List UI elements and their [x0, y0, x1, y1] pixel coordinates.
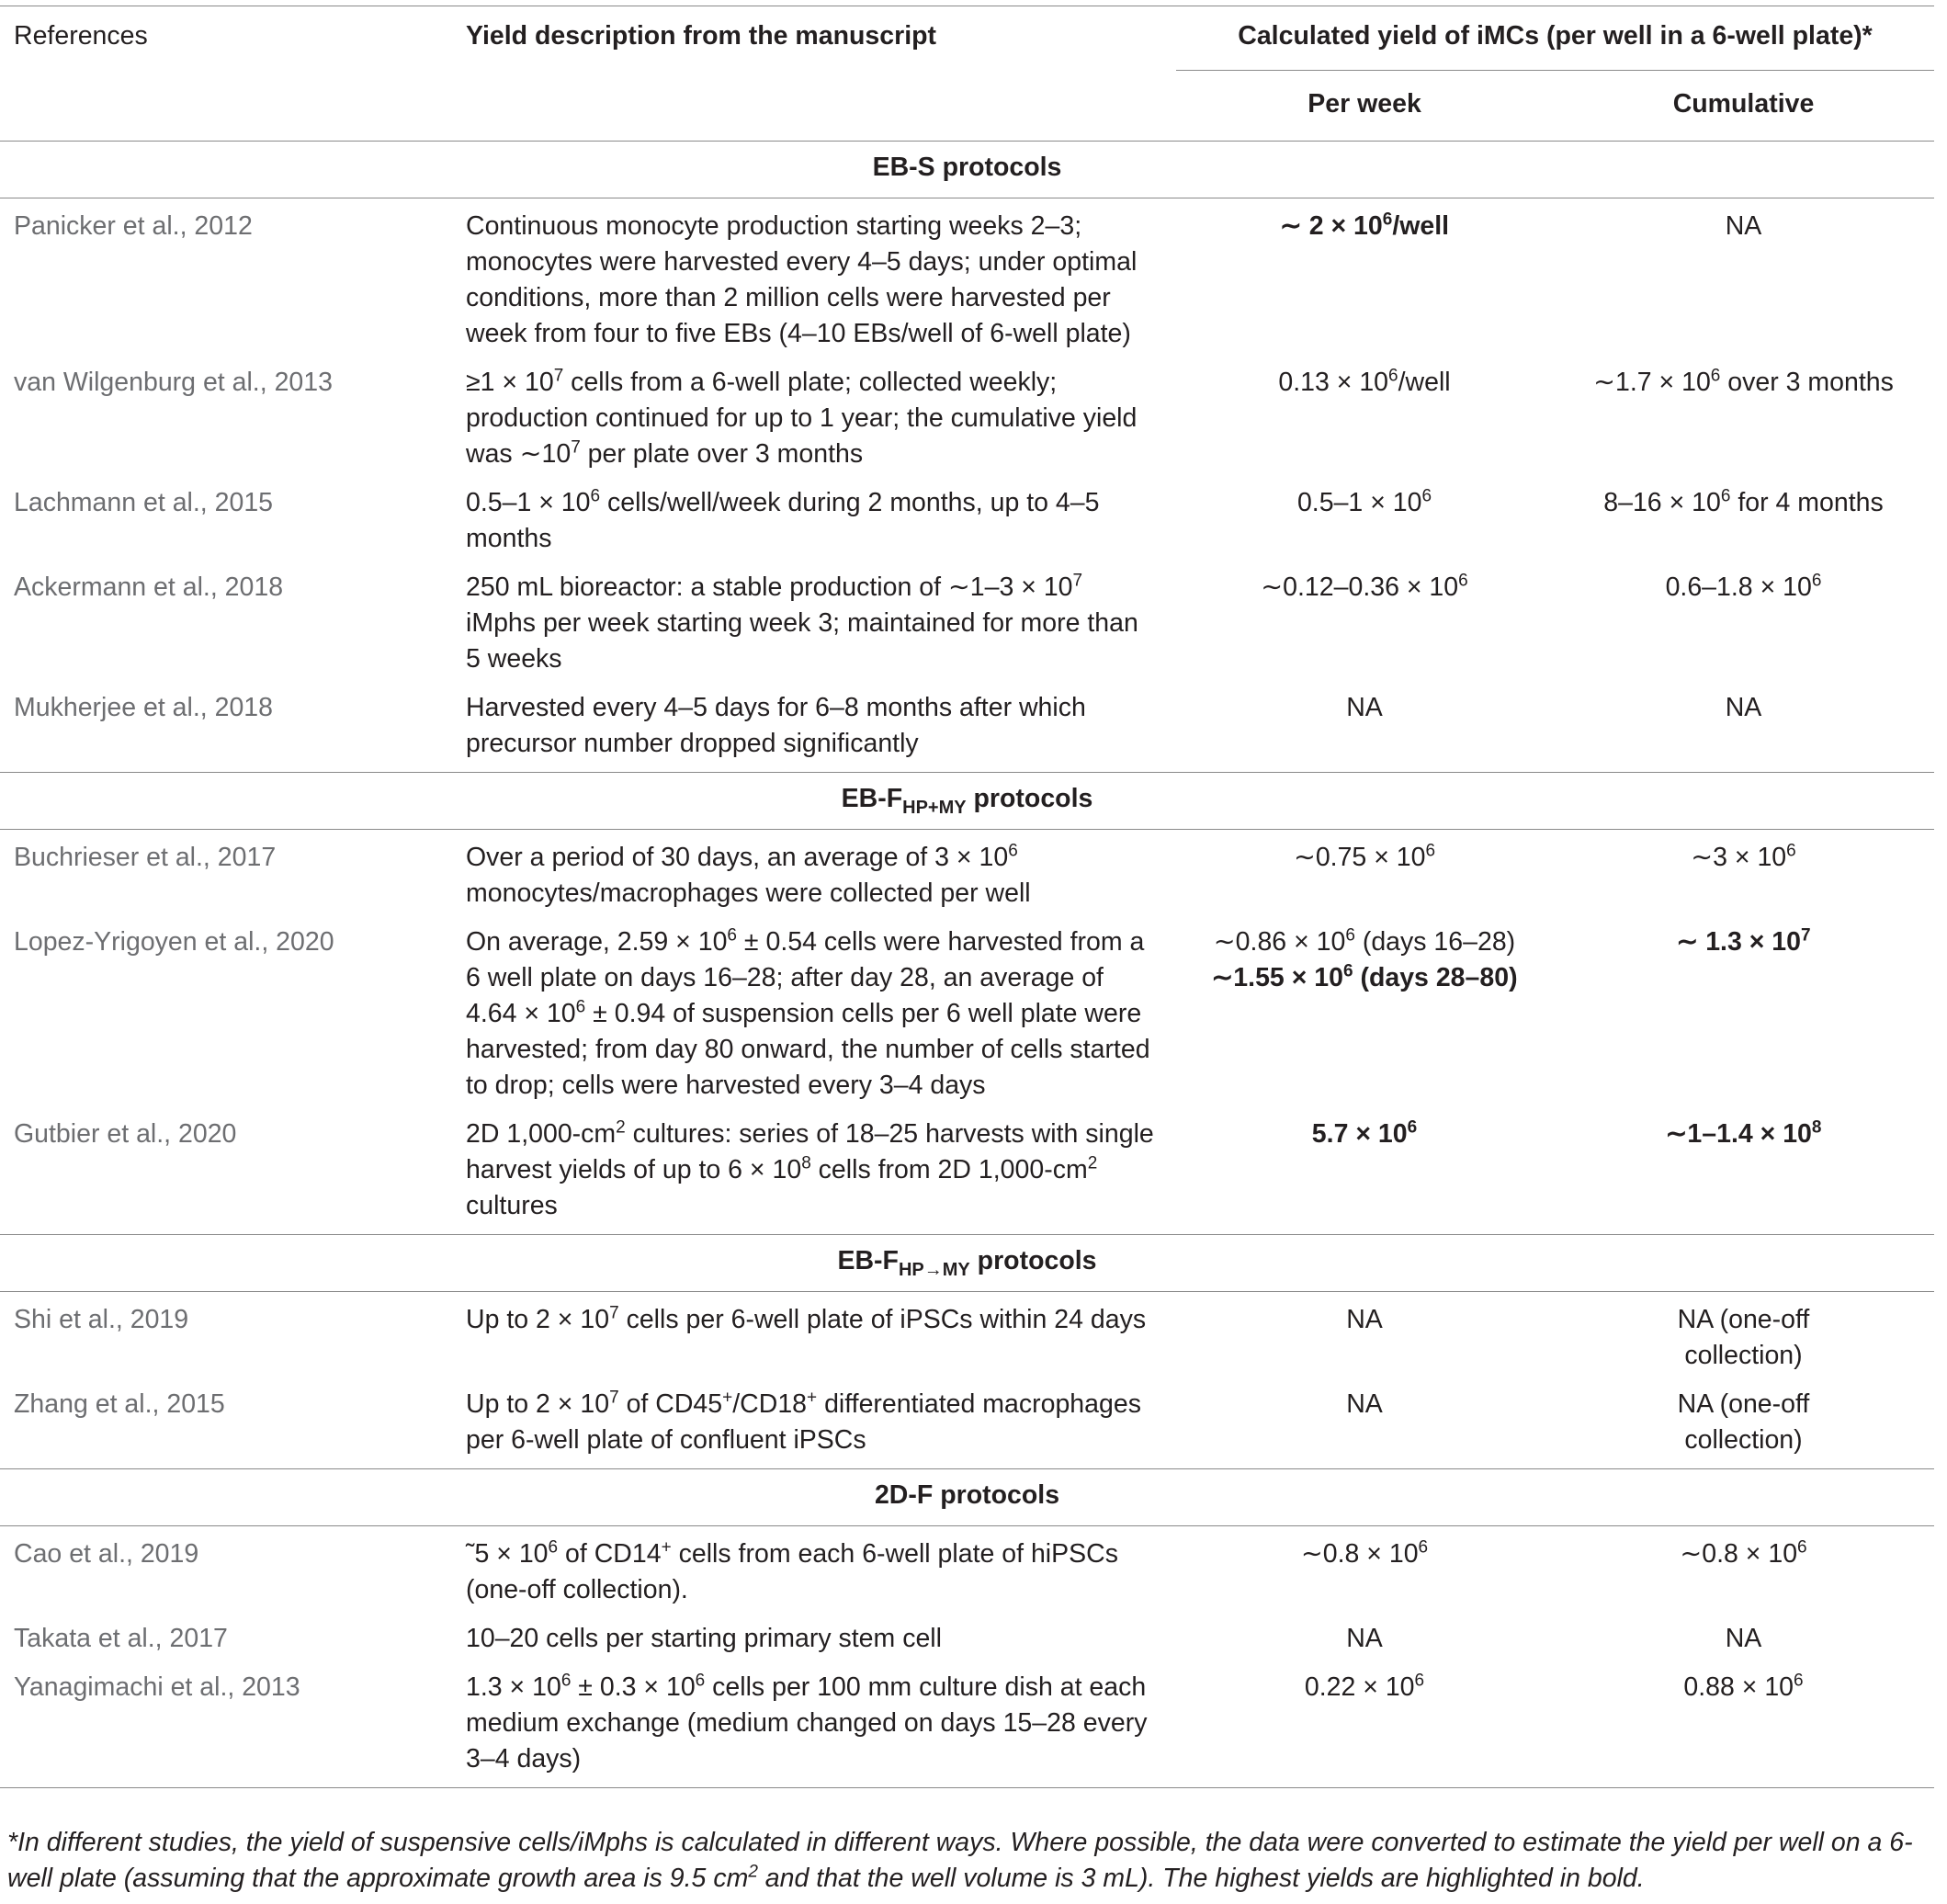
cumulative-cell: $0.6-1.8 \times 10^6$ [1665, 571, 1822, 602]
per-week-cell: ∼0.8 × $10^6$ [1300, 1537, 1429, 1569]
cumulative-cell: ∼0.8 × $10^6$ [1680, 1537, 1807, 1569]
cumulative-cell: NA (one-off collection) [1677, 1305, 1810, 1370]
per-week-cell: NA [1346, 1624, 1383, 1653]
per-week-cell: $0.13 \times 10^6$/well [1278, 366, 1451, 397]
per-week-cell: ∼ $2 \times 10^6$/well [1279, 210, 1450, 241]
table-footnote: *In different studies, the yield of suspensive cells/iMphs is calculated in different ways. Where possible, the data were converted to estimate the yield per well on a 6-well plate (assuming that the approximate growth area is 9.5 $cm^2$ and that the well volume is 3 mL). The highest yields are highlighted in bold. [7, 1828, 1913, 1893]
table-row [0, 479, 1934, 563]
table-row [0, 918, 1934, 1110]
ref-cell: Lachmann et al., 2015 [14, 488, 274, 517]
header-references: References [14, 21, 148, 51]
section-title-ebs: EB-S protocols [872, 153, 1062, 182]
ref-cell: Ackermann et al., 2018 [14, 572, 284, 602]
cumulative-cell: $0.88 \times 10^6$ [1683, 1671, 1804, 1702]
desc-cell: 2D $1,000-cm^2$ cultures: series of 18–25 harvests with single harvest yields of up to $6 \times 10^8$ cells from 2D $1,000-cm^2$ cultures [466, 1117, 1154, 1220]
desc-cell: ˜5 × $10^6$ of CD14+ cells from each 6-well plate of hiPSCs (one-off collection). [466, 1537, 1118, 1604]
section-title-ebf-hp-to-my: $EB-F_{HP\to MY}$ protocols [837, 1246, 1097, 1280]
section-row [0, 1469, 1934, 1526]
header-yield-description: Yield description from the manuscript [466, 21, 937, 51]
desc-cell: Harvested every 4–5 days for 6–8 months after which precursor number dropped significantly [466, 693, 1086, 758]
per-week-cell: $0.22 \times 10^6$ [1304, 1671, 1425, 1702]
cumulative-cell: NA [1725, 693, 1762, 722]
table-row [0, 563, 1934, 684]
cumulative-cell: NA [1725, 1624, 1762, 1653]
desc-cell: On average, $2.59 \times 10^6 \pm 0.54$ cells were harvested from a 6 well plate on days 16–28; after day 28, an average of $4.64 \times 10^6 \pm 0.94$ of suspension cells per 6 well plate were harvested; from day 80 onward, the number of cells started to drop; cells were harvested every 3–4 days [466, 925, 1150, 1100]
table-row [0, 1110, 1934, 1235]
desc-cell: $1.3 \times 10^6 \pm 0.3 \times 10^6$ cells per 100 mm culture dish at each medium exchange (medium changed on days 15–28 every 3–4 days) [466, 1671, 1148, 1774]
ref-cell: Lopez-Yrigoyen et al., 2020 [14, 927, 334, 957]
table-row [0, 1663, 1934, 1788]
ref-cell: Takata et al., 2017 [14, 1624, 228, 1653]
section-title-2d-f: 2D-F protocols [874, 1480, 1060, 1510]
ref-cell: Zhang et al., 2015 [14, 1389, 225, 1419]
ref-cell: van Wilgenburg et al., 2013 [14, 368, 333, 397]
desc-cell: Up to $2 \times 10^7$ cells per 6-well plate of iPSCs within 24 days [466, 1303, 1147, 1334]
per-week-cell: ∼0.12–0.36 × $10^6$ [1261, 571, 1468, 602]
section-row [0, 773, 1934, 830]
cumulative-cell: ∼1–1.4 × $10^8$ [1665, 1117, 1822, 1149]
cumulative-cell: $8-16 \times 10^6$ for 4 months [1603, 486, 1884, 517]
section-row [0, 1235, 1934, 1292]
ref-cell: Yanagimachi et al., 2013 [14, 1672, 300, 1702]
header-per-week: Per week [1307, 89, 1421, 119]
table-row [0, 1615, 1934, 1663]
header-calculated-yield: Calculated yield of iMCs (per well in a 6-well plate)* [1176, 6, 1934, 71]
desc-cell: 250 mL bioreactor: a stable production of ∼1–3 × $10^7$ iMphs per week starting week 3; maintained for more than 5 weeks [466, 571, 1138, 674]
table-header-row [0, 6, 1934, 71]
table-row [0, 1292, 1934, 1381]
section-title-ebf-hp-my: $EB-F_{HP+MY}$ protocols [841, 784, 1093, 818]
desc-cell: $0.5-1 \times 10^6$ cells/well/week during 2 months, up to 4–5 months [466, 486, 1100, 553]
desc-cell: Continuous monocyte production starting weeks 2–3; monocytes were harvested every 4–5 days; under optimal conditions, more than 2 million cells were harvested per week from four to five EBs (4–10 EBs/well of 6-well plate) [466, 211, 1138, 348]
yield-table [0, 6, 1934, 1788]
desc-cell: $\ge 1 \times 10^7$ cells from a 6-well plate; collected weekly; production continued for up to 1 year; the cumulative yield was $\sim 10^7$ per plate over 3 months [466, 366, 1138, 469]
ref-cell: Shi et al., 2019 [14, 1305, 189, 1334]
per-week-cell: NA [1346, 1305, 1383, 1334]
header-cumulative: Cumulative [1672, 89, 1815, 119]
table-row [0, 1380, 1934, 1469]
per-week-cell: ∼0.75 × $10^6$ [1293, 841, 1436, 872]
desc-cell: Up to $2 \times 10^7$ of CD45+/CD18+ differentiated macrophages per 6-well plate of confluent iPSCs [466, 1388, 1141, 1455]
ref-cell: Gutbier et al., 2020 [14, 1119, 237, 1149]
ref-cell: Cao et al., 2019 [14, 1539, 199, 1569]
per-week-cell: $0.5-1 \times 10^6$ [1296, 486, 1432, 517]
per-week-cell: NA [1346, 1389, 1383, 1419]
ref-cell: Panicker et al., 2012 [14, 211, 253, 241]
cumulative-cell: ∼3 × $10^6$ [1691, 841, 1796, 872]
desc-cell: 10–20 cells per starting primary stem cell [466, 1624, 942, 1653]
per-week-cell: $5.7 \times 10^6$ [1311, 1117, 1418, 1149]
ref-cell: Mukherjee et al., 2018 [14, 693, 274, 722]
ref-cell: Buchrieser et al., 2017 [14, 843, 277, 872]
cumulative-cell: ∼1.7 × $10^6$ over 3 months [1593, 366, 1894, 397]
cumulative-cell: NA [1725, 211, 1762, 241]
table-row [0, 1526, 1934, 1615]
table-row [0, 198, 1934, 359]
cumulative-cell: ∼ $1.3 \times 10^7$ [1676, 925, 1811, 957]
table-row [0, 830, 1934, 919]
section-row [0, 142, 1934, 198]
cumulative-cell: NA (one-off collection) [1677, 1389, 1810, 1455]
per-week-cell: NA [1346, 693, 1383, 722]
per-week-cell: ∼0.86 × $10^6$ (days 16–28) ∼1.55 × $10^6$ (days 28–80) [1211, 925, 1518, 992]
table-row [0, 358, 1934, 479]
desc-cell: Over a period of 30 days, an average of $3 \times 10^6$ monocytes/macrophages were collected per well [466, 841, 1031, 908]
table-row [0, 684, 1934, 773]
